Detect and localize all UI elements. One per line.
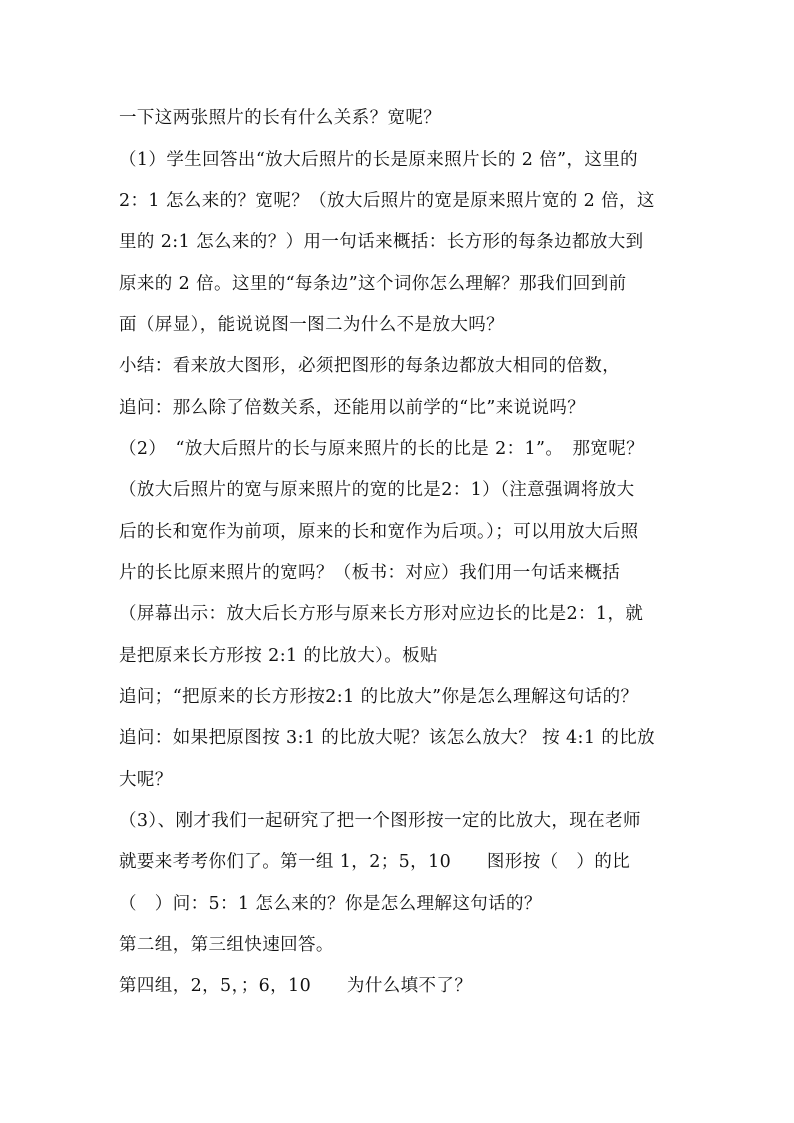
text-line-20: （ ）问：5：1 怎么来的？你是怎么理解这句话的？ xyxy=(119,894,542,914)
text-line-21: 第二组，第三组快速回答。 xyxy=(119,935,334,955)
text-line-10: （放大后照片的宽与原来照片的宽的比是2：1）（注意强调将放大 xyxy=(119,480,635,500)
text-line-13: （屏幕出示：放大后长方形与原来长方形对应边长的比是2：1，就 xyxy=(119,604,644,624)
text-line-1: 一下这两张照片的长有什么关系？宽呢？ xyxy=(119,108,442,128)
text-line-12: 片的长比原来照片的宽吗？（板书：对应）我们用一句话来概括 xyxy=(119,563,621,583)
text-line-8: 追问：那么除了倍数关系，还能用以前学的“比”来说说吗？ xyxy=(119,398,586,418)
text-line-16: 追问：如果把原图按 3:1 的比放大呢？该怎么放大？ 按 4:1 的比放 xyxy=(119,728,656,748)
text-line-7: 小结：看来放大图形，必须把图形的每条边都放大相同的倍数， xyxy=(119,356,621,376)
text-line-6: 面（屏显），能说说图一图二为什么不是放大吗？ xyxy=(119,315,505,335)
text-line-3: 2：1 怎么来的？宽呢？（放大后照片的宽是原来照片宽的 2 倍，这 xyxy=(119,191,655,211)
text-line-22: 第四组，2，5，；6，10 为什么填不了？ xyxy=(119,976,473,996)
text-line-15: 追问；“把原来的长方形按2:1 的比放大”你是怎么理解这句话的？ xyxy=(119,687,639,707)
text-line-18: （3）、刚才我们一起研究了把一个图形按一定的比放大，现在老师 xyxy=(119,811,641,831)
text-line-4: 里的 2:1 怎么来的？）用一句话来概括：长方形的每条边都放大到 xyxy=(119,232,644,252)
text-line-17: 大呢？ xyxy=(119,770,173,790)
text-line-5: 原来的 2 倍。这里的“每条边”这个词你怎么理解？那我们回到前 xyxy=(119,274,627,294)
text-line-2: （1）学生回答出“放大后照片的长是原来照片长的 2 倍”，这里的 xyxy=(119,150,639,170)
text-line-19: 就要来考考你们了。第一组 1，2；5，10 图形按（ ）的比 xyxy=(119,852,631,872)
text-line-11: 后的长和宽作为前项，原来的长和宽作为后项。）；可以用放大后照 xyxy=(119,522,639,542)
text-line-9: （2） “放大后照片的长与原来照片的长的比是 2：1”。 那宽呢？ xyxy=(119,439,645,459)
text-line-14: 是把原来长方形按 2:1 的比放大）。板贴 xyxy=(119,646,438,666)
